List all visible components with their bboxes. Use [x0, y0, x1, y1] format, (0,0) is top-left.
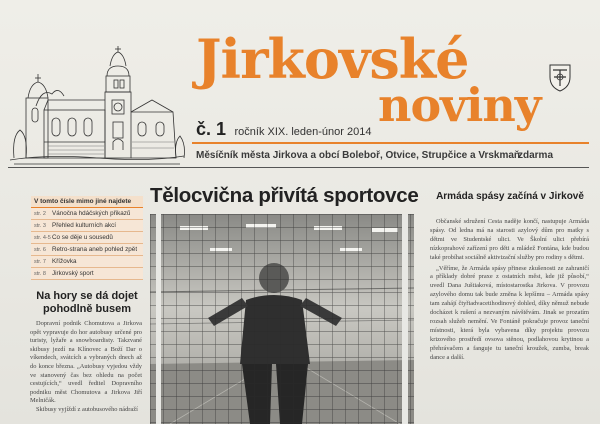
- contents-page: str. 4-5: [34, 234, 51, 241]
- contents-page: str. 8: [34, 270, 46, 277]
- contents-text: Retro-strana aneb pohled zpět: [52, 246, 138, 253]
- left-article-body: [30, 320, 142, 415]
- issue-info: [196, 119, 371, 140]
- contents-item[interactable]: [31, 220, 143, 232]
- contents-text: Co se děje u sousedů: [52, 234, 113, 241]
- left-article-paragraph: Skibusy vyjíždí z autobusového nádraží: [36, 405, 138, 413]
- masthead-title-line2: noviny: [378, 78, 541, 132]
- contents-text: Přehled kulturních akcí: [52, 222, 117, 229]
- price-label: zdarma: [518, 150, 554, 161]
- contents-page: str. 3: [34, 222, 46, 229]
- right-article-paragraph: Občanské sdružení Cesta naděje končí, nastupuje Armáda spásy. Od ledna má na starosti azylový dům pro matky s dětmi ve Studentské ulici. Ve Školní ulici přebírá nízkoprahové zařízení pro děti a mládež Fontána, kde budou také probíhat sociálně aktivizační služby pro rodiny s dětmi.: [430, 218, 589, 261]
- main-article-headline[interactable]: Tělocvična přivítá sportovce: [150, 184, 419, 207]
- issue-number: č. 1: [196, 119, 227, 139]
- contents-text: Vánočna hdáčských přikazů: [52, 210, 131, 217]
- masthead-title: Jirkovské: [196, 27, 469, 91]
- right-article-paragraph: „Věříme, že Armáda spásy přinese zkušenosti ze zahraničí a příklady dobré praxe z ostatních měst, kde již působí,“ uvedl Dana Juštiaková, místostarostka Jirkova. V provozu azylového domu tak bude změna k lepšímu – Armáda spásy tam zahájí čtyřiadvacetihodinový dohled, díky němuž nebude docházet k rušení a nezvaným návštěvám. Jinak se prozatím rozsah služeb nemění. Ve Fontáně pokračuje provoz taneční místnosti, která byla vybavena díky projektu provozu krizového prostředí ovsova stěnou, podlahovou krytinou a přehrávačem a fanguje tu taneční kroužek, zumba, break dance a další.: [430, 264, 589, 361]
- contents-item[interactable]: [31, 232, 143, 244]
- right-article-headline[interactable]: Armáda spásy začíná v Jirkově: [436, 191, 584, 202]
- contents-item[interactable]: [31, 256, 143, 268]
- contents-heading: V tomto čísle mimo jiné najdete: [31, 196, 143, 208]
- masthead-divider: [192, 142, 589, 144]
- contents-box: [31, 196, 143, 280]
- contents-item[interactable]: [31, 244, 143, 256]
- contents-page: str. 7: [34, 258, 46, 265]
- contents-text: Jirkovský sport: [52, 270, 94, 277]
- coat-of-arms-icon: [548, 62, 572, 92]
- contents-page: str. 6: [34, 246, 46, 253]
- gym-photo-icon: [150, 214, 414, 424]
- church-illustration-icon: [8, 38, 186, 166]
- masthead-subtitle: [196, 150, 554, 161]
- left-article-paragraph: Dopravní podnik Chomutova a Jirkova opět vypravuje do hor autobusy určené pro turisty, lyžaře a snowboardisty. Takzvané skibusy jezdí na Klínovec a Boží Dar o víkendech, svátcích a vybraných dnech až do konce března. „Autobusy vyjedou vždy ve stanovený čas bez ohledu na počet cestujících,“ uvedl ředitel Dopravního podniku měst Chomutova a Jirkova Jiří Melničák.: [30, 320, 142, 405]
- right-article-body: [430, 218, 589, 365]
- contents-text: Křížovka: [52, 258, 77, 265]
- contents-item[interactable]: [31, 268, 143, 280]
- subtitle-text: Měsíčník města Jirkova a obcí Boleboř, Otvice, Strupčice a Vrskmaň: [196, 150, 521, 161]
- left-article-headline[interactable]: Na hory se dá dojet pohodlně busem: [36, 290, 138, 315]
- contents-page: str. 2: [34, 210, 46, 217]
- header-rule: [8, 167, 589, 168]
- contents-item[interactable]: [31, 208, 143, 220]
- issue-meta: ročník XIX. leden-únor 2014: [234, 126, 372, 138]
